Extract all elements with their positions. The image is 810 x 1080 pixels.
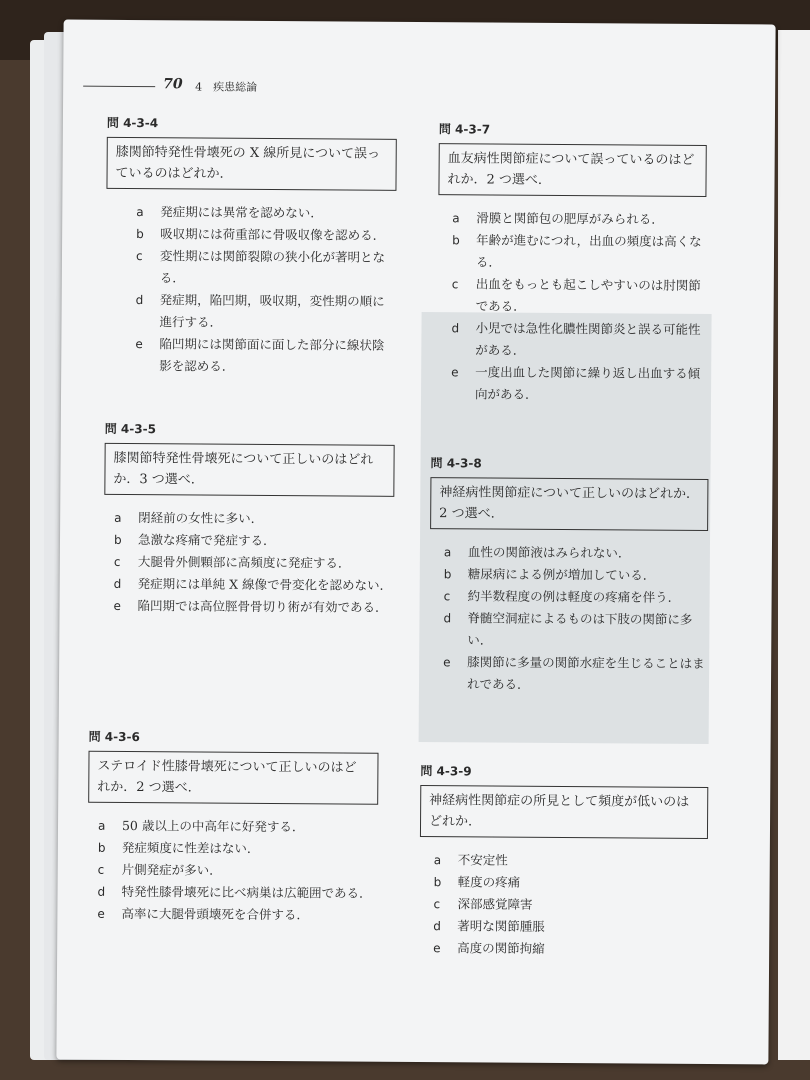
option-letter: e [443, 655, 451, 670]
question-stem: 神経病性関節症の所見として頻度が低いのはどれか. [420, 785, 708, 839]
option-letter: d [135, 293, 144, 308]
option-text: 脊髄空洞症によるものは下肢の関節に多い. [467, 610, 693, 648]
option-letter: a [433, 853, 442, 868]
option-letter: b [443, 567, 452, 582]
option-letter: b [113, 532, 122, 547]
option-letter: b [97, 840, 106, 855]
option-text: 小児では急性化膿性関節炎と誤る可能性がある. [475, 320, 701, 358]
option-text: 発症頻度に性差はない. [121, 839, 251, 856]
option-letter: d [433, 919, 441, 934]
option-letter: a [136, 205, 144, 220]
option-text: 片側発症が多い. [121, 861, 214, 878]
question-number: 問 4-3-9 [420, 764, 472, 779]
question-stem: 膝関節特発性骨壊死の X 線所見について誤っているのはどれか. [106, 137, 396, 191]
option-letter: b [136, 227, 144, 242]
option-letter: c [451, 277, 459, 292]
option-letter: c [135, 249, 143, 264]
option [443, 651, 707, 697]
option [135, 333, 395, 379]
option-text: 軽度の疼痛 [457, 874, 521, 890]
option [98, 837, 378, 861]
option-text: 吸収期には荷重部に骨吸収像を認める. [160, 226, 377, 243]
option [114, 529, 394, 553]
option-text: 発症期，陥凹期，吸収期，変性期の順に進行する. [159, 292, 385, 330]
question-number: 問 4-3-8 [430, 456, 482, 471]
option [433, 915, 707, 939]
option-letter: e [135, 337, 143, 352]
option [136, 223, 396, 247]
option [113, 595, 393, 619]
question-4-3-6 [87, 728, 378, 927]
option-text: 発症期には単純 X 線像で骨変化を認めない. [137, 576, 384, 593]
option [97, 881, 377, 905]
question-4-3-5 [103, 420, 394, 619]
option-letter: d [113, 576, 122, 591]
option-letter: a [452, 211, 460, 226]
option-letter: a [443, 545, 452, 560]
option [97, 903, 377, 927]
option-letter: d [443, 611, 452, 626]
option [114, 507, 394, 531]
option-text: 特発性膝骨壊死に比べ病巣は広範囲である. [121, 883, 364, 901]
option-text: 陥凹期では高位脛骨骨切り術が有効である. [137, 598, 380, 615]
option [433, 893, 707, 917]
option [444, 541, 708, 565]
page-header [83, 76, 403, 98]
option-letter: e [113, 598, 121, 613]
option-letter: e [433, 941, 441, 956]
option-text: 著明な関節腫脹 [457, 918, 545, 934]
option-letter: d [451, 321, 460, 336]
page-number: 70 [163, 76, 183, 93]
option-text: 高度の関節拘縮 [457, 940, 545, 956]
question-stem: 血友病性関節症について誤っているのはどれか．2 つ選べ. [438, 143, 706, 197]
option-text: 膝関節に多量の関節水症を生じることはまれである. [466, 654, 705, 692]
option [452, 207, 706, 231]
option-text: 約半数程度の例は軽度の疼痛を伴う. [467, 588, 672, 605]
question-number: 問 4-3-6 [88, 729, 140, 745]
option [433, 937, 707, 961]
option [451, 361, 705, 407]
option-letter: b [433, 875, 442, 890]
option-text: 50 歳以上の中高年に好発する. [121, 817, 296, 835]
option-text: 急激な疼痛で発症する. [137, 532, 268, 548]
option [434, 871, 708, 895]
option-text: 大腿骨外側顆部に高頻度に発症する. [137, 554, 342, 571]
option-text: 滑膜と関節包の肥厚がみられる. [476, 210, 656, 227]
question-number: 問 4-3-4 [106, 115, 159, 131]
option [452, 273, 706, 319]
question-4-3-9 [419, 762, 708, 961]
option-letter: c [113, 554, 121, 569]
option-letter: d [97, 884, 106, 899]
question-stem: 神経病性関節症について正しいのはどれか．2 つ選べ. [430, 477, 708, 531]
option [98, 859, 378, 883]
option [444, 585, 708, 609]
question-stem: 膝関節特発性骨壊死について正しいのはどれか．3 つ選べ. [104, 443, 394, 497]
option-text: 一度出血した関節に繰り返し出血する傾向がある. [474, 364, 701, 402]
question-4-3-8 [429, 454, 709, 697]
option-letter: c [443, 589, 451, 604]
option-text: 深部感覚障害 [457, 896, 533, 912]
option [114, 573, 394, 597]
option [136, 245, 396, 291]
option [136, 201, 396, 225]
option-text: 年齢が進むにつれ，出血の頻度は高くなる. [475, 232, 702, 270]
option [135, 289, 395, 335]
header-rule [83, 86, 155, 88]
option-letter: e [451, 365, 459, 380]
option [451, 317, 705, 363]
option-letter: c [97, 862, 105, 877]
option-text: 血性の関節液はみられない. [467, 544, 622, 561]
question-number: 問 4-3-5 [104, 421, 157, 437]
question-4-3-4 [105, 114, 397, 379]
option-letter: b [452, 233, 460, 248]
option-text: 不安定性 [457, 852, 508, 868]
option-letter: e [97, 906, 105, 921]
option-letter: a [97, 818, 106, 833]
option-text: 陥凹期には関節面に面した部分に線状陰影を認める. [159, 336, 385, 374]
option-text: 閉経前の女性に多い. [138, 510, 255, 526]
question-number: 問 4-3-7 [438, 122, 491, 137]
option [443, 607, 707, 653]
option [434, 849, 708, 873]
option [444, 563, 708, 587]
option [98, 815, 378, 839]
question-4-3-7 [437, 120, 707, 407]
option-text: 高率に大腿骨頭壊死を合併する. [121, 905, 301, 923]
option-text: 変性期には関節裂隙の狭小化が著明となる. [159, 248, 386, 286]
option [114, 551, 394, 575]
question-stem: ステロイド性膝骨壊死について正しいのはどれか．2 つ選べ. [88, 751, 378, 805]
option-text: 糖尿病による例が増加している. [467, 566, 647, 583]
option-letter: c [433, 897, 441, 912]
adjacent-paper [778, 30, 810, 1060]
option [452, 229, 706, 275]
option-letter: a [114, 510, 122, 525]
chapter-title: 4 疾患総論 [195, 80, 258, 94]
printed-page [56, 20, 775, 1065]
option-text: 発症期には異常を認めない. [160, 204, 315, 221]
option-text: 出血をもっとも起こしやすいのは肘関節である. [475, 276, 701, 314]
